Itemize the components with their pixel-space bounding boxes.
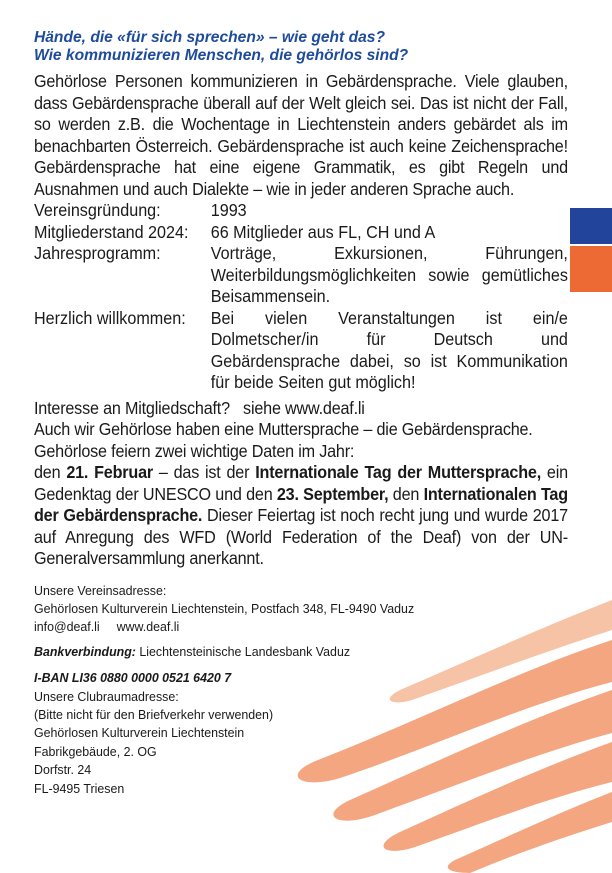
address-heading: Unsere Vereinsadresse: — [34, 582, 167, 598]
club-line: Dorfstr. 24 — [34, 762, 92, 778]
document-content — [34, 29, 568, 798]
fact-value: 1993 — [210, 200, 247, 220]
iban: I-BAN LI36 0880 0000 0521 6420 7 — [34, 670, 232, 686]
club-line: FL-9495 Triesen — [34, 780, 125, 796]
text-run: ein Gedenktag der UNESCO und den — [34, 462, 568, 504]
text-run: Dieser Feiertag ist noch recht jung und wurde 2017 auf Anregung des WFD (World Federation of the Deaf) von der UN-Generalversammlung anerkannt. — [34, 505, 568, 568]
email-link[interactable]: info@deaf.li — [34, 619, 100, 635]
mother-tongue-line-2: Gehörlose feiern zwei wichtige Daten im Jahr: — [34, 440, 355, 461]
interest-link[interactable]: siehe www.deaf.li — [243, 397, 365, 418]
website-link[interactable]: www.deaf.li — [116, 619, 180, 635]
fact-label: Herzlich willkommen: — [34, 307, 186, 328]
fact-label: Vereinsgründung: — [34, 200, 161, 220]
text-run: – das ist der — [152, 462, 256, 482]
club-line: Gehörlosen Kulturverein Liechtenstein — [34, 725, 245, 741]
intro-paragraph: Gehörlose Personen kommunizieren in Gebärdensprache. Viele glauben, dass Gebärdensprache überall auf der Welt gleich sei. Das ist nicht der Fall, so werden z.B. die Wochentage in Liechtenstein anders gebärdet als im benachbarten Österreich. Gebärdensprache ist auch keine Zeichensprache! Gebärdensprache hat eine eigene Grammatik, es gibt Regeln und Ausnahmen und auch Dialekte – wie in jeder anderen Sprache auch. — [34, 71, 568, 199]
fact-row — [34, 308, 568, 394]
membership-interest-line — [34, 398, 568, 420]
fact-value: Bei vielen Veranstaltungen ist ein/e Dolmetscher/in für Deutsch und Gebärdensprache dabei, so ist Kommunikation für beide Seiten gut möglich! — [210, 307, 568, 392]
club-line: Fabrikgebäude, 2. OG — [34, 743, 157, 759]
orange-edge-tab — [570, 246, 612, 292]
contact-line — [34, 618, 560, 636]
fact-label: Mitgliederstand 2024: — [34, 221, 189, 242]
fact-row — [34, 222, 568, 244]
commemoration-paragraph — [34, 462, 568, 570]
fact-value: Vorträge, Exkursionen, Führungen, Weiterbildungsmöglichkeiten sowie gemütliches Beisammensein. — [210, 243, 568, 306]
text-run: den — [388, 483, 424, 504]
date-february: 21. Februar — [66, 462, 153, 482]
facts-list — [34, 200, 568, 394]
text-run: den — [34, 462, 67, 482]
fact-row — [34, 243, 568, 308]
page-heading — [34, 29, 568, 65]
mother-tongue-line-1: Auch wir Gehörlose haben eine Muttersprache – die Gebärdensprache. — [34, 419, 533, 439]
bank-name: Liechtensteinische Landesbank Vaduz — [135, 643, 351, 659]
heading-line-2: Wie kommunizieren Menschen, die gehörlos sind? — [34, 47, 409, 64]
interest-label: Interesse an Mitgliedschaft? — [34, 397, 230, 418]
bank-line — [34, 643, 560, 661]
address-line: Gehörlosen Kulturverein Liechtenstein, Postfach 348, FL-9490 Vaduz — [34, 600, 415, 616]
blue-edge-tab — [570, 208, 612, 244]
bank-label: Bankverbindung: — [34, 643, 136, 659]
date-september: 23. September, — [276, 483, 389, 504]
fact-row — [34, 200, 568, 222]
sign-language-day: Internationalen Tag der Gebärdensprache. — [34, 483, 568, 525]
mother-language-day: Internationale Tag der Muttersprache, — [255, 462, 541, 482]
club-line: (Bitte nicht für den Briefverkehr verwenden) — [34, 706, 274, 722]
fact-value: 66 Mitglieder aus FL, CH und A — [210, 221, 436, 242]
club-heading: Unsere Clubraumadresse: — [34, 688, 179, 704]
heading-line-1: Hände, die «für sich sprechen» – wie geht das? — [34, 29, 385, 46]
fact-label: Jahresprogramm: — [34, 243, 161, 263]
